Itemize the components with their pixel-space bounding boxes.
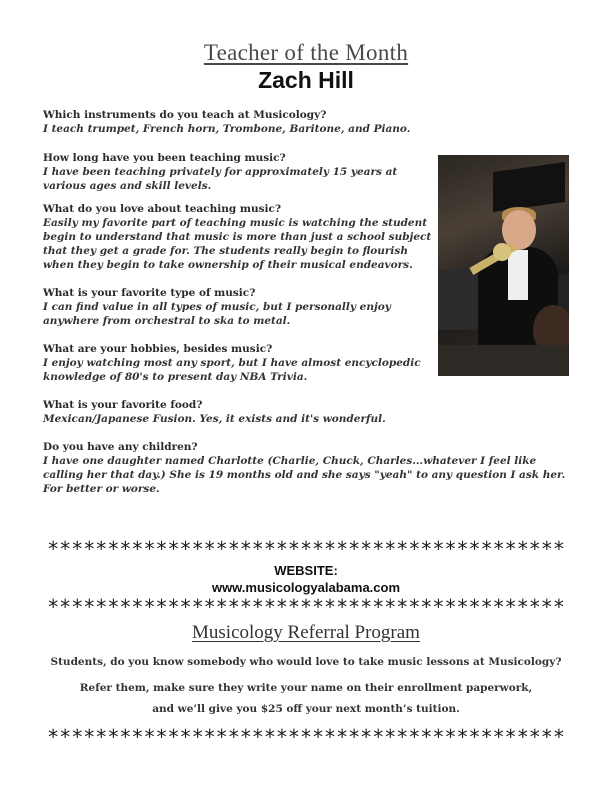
qa-years-teaching (43, 151, 433, 193)
question: What is your favorite food? (43, 399, 203, 411)
separator-bottom: ******************************************* (47, 725, 565, 749)
qa-love-teaching (43, 202, 433, 272)
separator-middle: ******************************************* (47, 595, 565, 619)
qa-instruments (43, 108, 433, 136)
page-title: Teacher of the Month (203, 40, 409, 65)
teacher-name: Zach Hill (258, 67, 354, 93)
website-label: WEBSITE: (274, 563, 338, 578)
qa-favorite-food (43, 398, 433, 426)
answer: Mexican/Japanese Fusion. Yes, it exists and it's wonderful. (43, 413, 386, 425)
qa-hobbies (43, 342, 433, 384)
referral-line-3: and we’ll give you $25 off your next month’s tuition. (152, 703, 460, 715)
question: Do you have any children? (43, 441, 198, 453)
qa-favorite-music (43, 286, 433, 328)
question: What are your hobbies, besides music? (43, 343, 273, 355)
answer: I enjoy watching most any sport, but I have almost encyclopedic knowledge of 80's to present day NBA Trivia. (43, 357, 421, 383)
answer: I teach trumpet, French horn, Trombone, Baritone, and Piano. (43, 123, 411, 135)
referral-line-2: Refer them, make sure they write your name on their enrollment paperwork, (79, 682, 533, 694)
referral-line-1: Students, do you know somebody who would love to take music lessons at Musicology? (50, 656, 562, 668)
question: What do you love about teaching music? (43, 203, 282, 215)
question: What is your favorite type of music? (43, 287, 256, 299)
qa-children (43, 440, 578, 496)
answer: I can find value in all types of music, but I personally enjoy anywhere from orchestral to ska to metal. (43, 301, 391, 327)
answer: I have been teaching privately for approximately 15 years at various ages and skill levels. (43, 166, 398, 192)
teacher-photo (438, 155, 569, 376)
question: How long have you been teaching music? (43, 152, 286, 164)
separator-top: ******************************************* (47, 537, 565, 561)
referral-title: Musicology Referral Program (192, 622, 420, 643)
website-url[interactable]: www.musicologyalabama.com (211, 580, 401, 595)
question: Which instruments do you teach at Musicology? (43, 109, 327, 121)
answer: Easily my favorite part of teaching music is watching the student begin to understand that music is more than just a school subject that they get a grade for. The students really begin to flourish when they begin to take ownership of their musical endeavors. (43, 217, 432, 271)
answer: I have one daughter named Charlotte (Charlie, Chuck, Charles...whatever I feel like calling her that day.) She is 19 months old and she says "yeah" to any question I ask her. For better or worse. (43, 455, 566, 495)
